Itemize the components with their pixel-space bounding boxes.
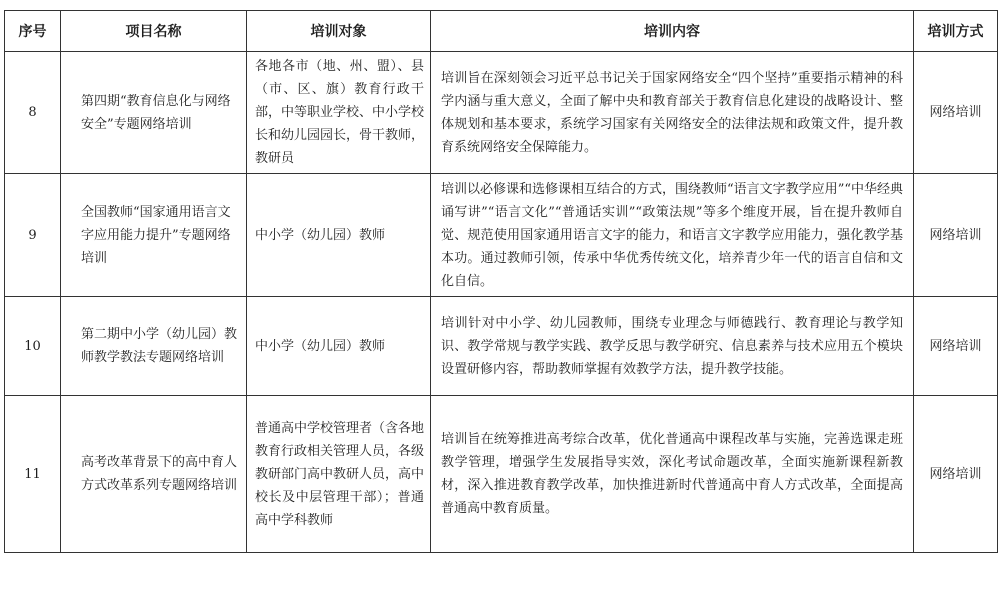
row-project-name: 第二期中小学（幼儿园）教师教学教法专题网络培训 (61, 297, 247, 396)
row-project-name: 第四期“教育信息化与网络安全”专题网络培训 (61, 52, 247, 174)
table-row (5, 174, 998, 297)
row-training-content: 培训旨在深刻领会习近平总书记关于国家网络安全“四个坚持”重要指示精神的科学内涵与重大意义，全面了解中央和教育部关于教育信息化建设的战略设计、整体规划和基本要求，系统学习国家有关网络安全的法律法规和政策文件，提升教育系统网络安全保障能力。 (431, 52, 914, 174)
row-index: 11 (5, 396, 61, 553)
header-project-name: 项目名称 (61, 11, 247, 52)
row-training-target: 普通高中学校管理者（含各地教育行政相关管理人员，各级教研部门高中教研人员，高中校长及中层管理干部）；普通高中学科教师 (247, 396, 431, 553)
row-project-name: 高考改革背景下的高中育人方式改革系列专题网络培训 (61, 396, 247, 553)
table-row (5, 297, 998, 396)
table-row (5, 52, 998, 174)
row-training-target: 中小学（幼儿园）教师 (247, 174, 431, 297)
training-program-table (4, 10, 998, 553)
row-training-content: 培训以必修课和选修课相互结合的方式，围绕教师“语言文字教学应用”“中华经典诵写讲”“语言文化”“普通话实训”“政策法规”等多个维度开展，旨在提升教师自觉、规范使用国家通用语言文字的能力，和语言文字教学应用能力，强化教学基本功。通过教师引领，传承中华优秀传统文化，培养青少年一代的语言自信和文化自信。 (431, 174, 914, 297)
table-header-row (5, 11, 998, 52)
row-project-name: 全国教师“国家通用语言文字应用能力提升”专题网络培训 (61, 174, 247, 297)
header-training-target: 培训对象 (247, 11, 431, 52)
row-training-content: 培训针对中小学、幼儿园教师，围绕专业理念与师德践行、教育理论与教学知识、教学常规与教学实践、教学反思与教学研究、信息素养与技术应用五个模块设置研修内容，帮助教师掌握有效教学方法，提升教学技能。 (431, 297, 914, 396)
table-row (5, 396, 998, 553)
row-index: 9 (5, 174, 61, 297)
row-training-method: 网络培训 (914, 52, 998, 174)
row-training-method: 网络培训 (914, 396, 998, 553)
row-index: 10 (5, 297, 61, 396)
row-training-target: 中小学（幼儿园）教师 (247, 297, 431, 396)
header-training-content: 培训内容 (431, 11, 914, 52)
header-training-method: 培训方式 (914, 11, 998, 52)
row-training-target: 各地各市（地、州、盟）、县（市、区、旗）教育行政干部，中等职业学校、中小学校长和幼儿园园长，骨干教师，教研员 (247, 52, 431, 174)
header-index: 序号 (5, 11, 61, 52)
row-index: 8 (5, 52, 61, 174)
row-training-method: 网络培训 (914, 297, 998, 396)
row-training-content: 培训旨在统筹推进高考综合改革，优化普通高中课程改革与实施，完善选课走班教学管理，增强学生发展指导实效，深化考试命题改革，全面实施新课程新教材，深入推进教育教学改革，加快推进新时代普通高中育人方式改革，全面提高普通高中教育质量。 (431, 396, 914, 553)
row-training-method: 网络培训 (914, 174, 998, 297)
